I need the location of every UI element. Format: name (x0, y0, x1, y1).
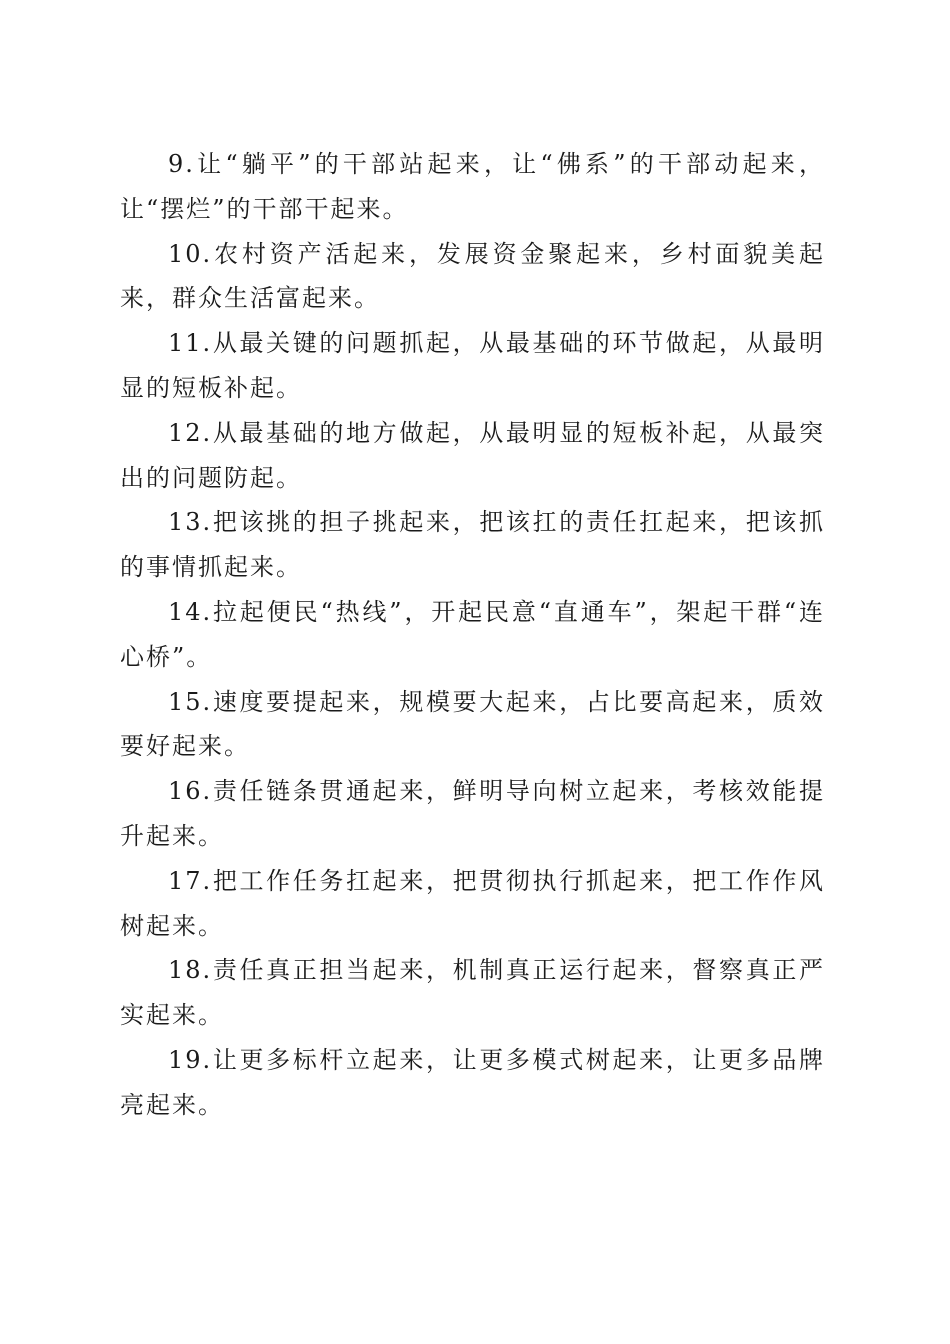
paragraph-12: 12.从最基础的地方做起，从最明显的短板补起，从最突出的问题防起。 (120, 418, 825, 492)
paragraph-15: 15.速度要提起来，规模要大起来，占比要高起来，质效要好起来。 (120, 687, 825, 761)
paragraph-18: 18.责任真正担当起来，机制真正运行起来，督察真正严实起来。 (120, 956, 825, 1030)
paragraph-11: 11.从最关键的问题抓起，从最基础的环节做起，从最明显的短板补起。 (120, 329, 825, 402)
paragraph-17: 17.把工作任务扛起来，把贯彻执行抓起来，把工作作风树起来。 (120, 866, 825, 940)
paragraph-14: 14.拉起便民“热线”，开起民意“直通车”，架起干群“连心桥”。 (120, 597, 825, 671)
paragraph-16: 16.责任链条贯通起来，鲜明导向树立起来，考核效能提升起来。 (120, 777, 825, 850)
document-body (120, 142, 825, 1128)
paragraph-13: 13.把该挑的担子挑起来，把该扛的责任扛起来，把该抓的事情抓起来。 (120, 508, 825, 582)
paragraph-19: 19.让更多标杆立起来，让更多模式树起来，让更多品牌亮起来。 (120, 1045, 825, 1119)
paragraph-10: 10.农村资产活起来，发展资金聚起来，乡村面貌美起来，群众生活富起来。 (120, 239, 825, 313)
paragraph-9: 9.让“躺平”的干部站起来，让“佛系”的干部动起来，让“摆烂”的干部干起来。 (120, 150, 825, 223)
